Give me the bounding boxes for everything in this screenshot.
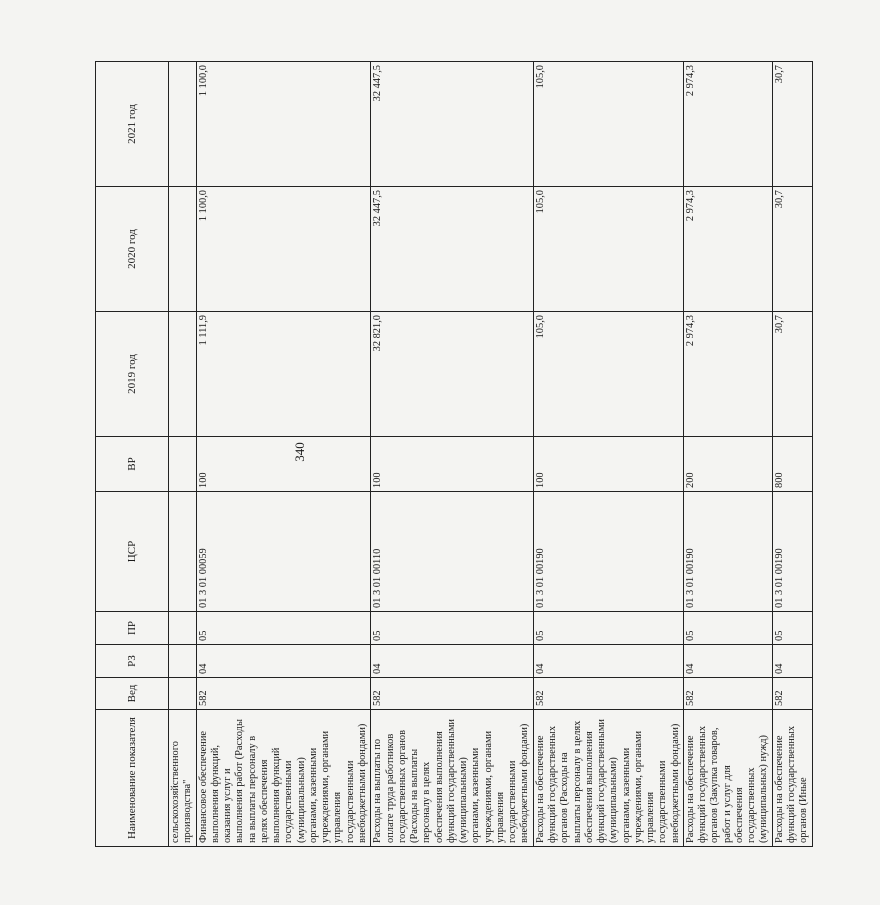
cell-rz — [169, 645, 197, 678]
cell-2021: 30,7 — [772, 62, 812, 187]
cell-vr: 800 — [772, 437, 812, 492]
rotated-table-frame — [95, 62, 810, 847]
cell-pr: 05 — [371, 612, 533, 645]
cell-vr — [169, 437, 197, 492]
cell-2019: 2 974,3 — [683, 312, 772, 437]
cell-ved: 582 — [683, 678, 772, 710]
table-wrapper — [95, 62, 880, 843]
cell-2020: 32 447,5 — [371, 187, 533, 312]
cell-2019: 32 821,0 — [371, 312, 533, 437]
table-row — [533, 62, 683, 847]
cell-csr: 01 3 01 00190 — [533, 492, 683, 612]
page-number: 340 — [292, 442, 307, 462]
header-cell-vr: ВР — [96, 437, 169, 492]
header-cell-2019: 2019 год — [96, 312, 169, 437]
cell-csr: 01 3 01 00190 — [683, 492, 772, 612]
cell-pr — [169, 612, 197, 645]
cell-ved: 582 — [772, 678, 812, 710]
header-cell-2021: 2021 год — [96, 62, 169, 187]
cell-name: Финансовое обеспечение выполнения функций, оказания услуг и выполнения работ (Расходы на выплаты персоналу в целях обеспечения выполнения функций государственными (муниципальными) органами, казенными учреждениями, органами управления государственными внебюджетными фондами) — [196, 710, 371, 847]
cell-csr: 01 3 01 00110 — [371, 492, 533, 612]
cell-pr: 05 — [772, 612, 812, 645]
cell-csr: 01 3 01 00190 — [772, 492, 812, 612]
cell-csr — [169, 492, 197, 612]
cell-vr: 100 — [371, 437, 533, 492]
cell-rz: 04 — [533, 645, 683, 678]
cell-2021 — [169, 62, 197, 187]
header-cell-rz: РЗ — [96, 645, 169, 678]
cell-vr: 100 — [533, 437, 683, 492]
table-row — [169, 62, 197, 847]
header-cell-csr: ЦСР — [96, 492, 169, 612]
table-row — [683, 62, 772, 847]
cell-2020: 1 100,0 — [196, 187, 371, 312]
budget-table — [95, 61, 813, 847]
cell-name: Расходы на обеспечение функций государственных органов (Закупка товаров, работ и услуг для обеспечения государственных (муниципальных) нужд) — [683, 710, 772, 847]
header-cell-ved: Вед — [96, 678, 169, 710]
header-cell-2020: 2020 год — [96, 187, 169, 312]
cell-ved — [169, 678, 197, 710]
cell-rz: 04 — [371, 645, 533, 678]
cell-2019: 30,7 — [772, 312, 812, 437]
cell-2021: 2 974,3 — [683, 62, 772, 187]
table-row — [772, 62, 812, 847]
cell-csr: 01 3 01 00059 — [196, 492, 371, 612]
cell-rz: 04 — [772, 645, 812, 678]
cell-name: Расходы на обеспечение функций государственных органов (Иные — [772, 710, 812, 847]
cell-2020 — [169, 187, 197, 312]
header-cell-name: Наименование показателя — [96, 710, 169, 847]
cell-2020: 2 974,3 — [683, 187, 772, 312]
table-row — [371, 62, 533, 847]
cell-name: сельскохозяйственного производства" — [169, 710, 197, 847]
cell-pr: 05 — [533, 612, 683, 645]
header-cell-pr: ПР — [96, 612, 169, 645]
cell-pr: 05 — [196, 612, 371, 645]
cell-vr: 200 — [683, 437, 772, 492]
cell-ved: 582 — [196, 678, 371, 710]
cell-2019: 1 111,9 — [196, 312, 371, 437]
cell-2021: 32 447,5 — [371, 62, 533, 187]
cell-rz: 04 — [196, 645, 371, 678]
cell-2020: 30,7 — [772, 187, 812, 312]
cell-2021: 105,0 — [533, 62, 683, 187]
cell-name: Расходы на выплаты по оплате труда работников государственных органов (Расходы на выплаты персоналу в целях обеспечения выполнения функций государственными (муниципальными) органами, казенными учреждениями, органами управления государственными внебюджетными фондами) — [371, 710, 533, 847]
cell-ved: 582 — [533, 678, 683, 710]
cell-pr: 05 — [683, 612, 772, 645]
cell-name: Расходы на обеспечение функций государственных органов (Расходы на выплаты персоналу в целях обеспечения выполнения функций государственными (муниципальными) органами, казенными учреждениями, органами управления государственными внебюджетными фондами) — [533, 710, 683, 847]
cell-rz: 04 — [683, 645, 772, 678]
cell-vr: 100 — [196, 437, 371, 492]
table-row — [196, 62, 371, 847]
cell-ved: 582 — [371, 678, 533, 710]
table-header-row — [96, 62, 169, 847]
cell-2019 — [169, 312, 197, 437]
cell-2020: 105,0 — [533, 187, 683, 312]
cell-2021: 1 100,0 — [196, 62, 371, 187]
cell-2019: 105,0 — [533, 312, 683, 437]
